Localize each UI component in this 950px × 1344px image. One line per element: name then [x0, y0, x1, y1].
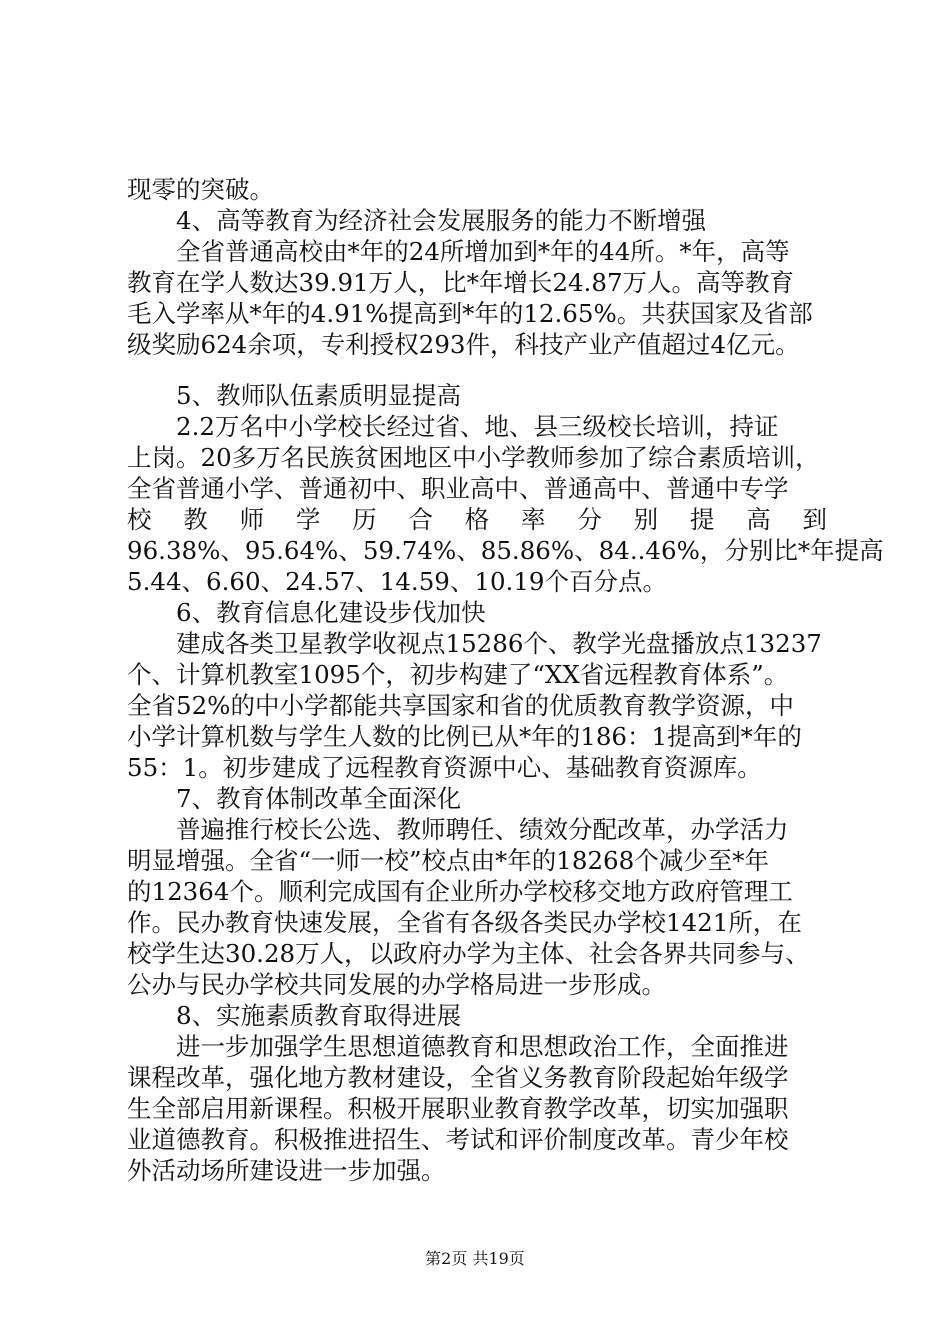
body-text-line: 普遍推行校长公选、教师聘任、绩效分配改革，办学活力 — [176, 815, 789, 844]
section-heading-6: 6、教育信息化建设步伐加快 — [176, 598, 486, 627]
body-text-line: 生全部启用新课程。积极开展职业教育教学改革，切实加强职 — [127, 1094, 789, 1123]
document-body — [127, 174, 884, 1186]
body-text-line: 96.38%、95.64%、59.74%、85.86%、84..46%，分别比*年提高 — [127, 536, 884, 565]
body-text-line: 现零的突破。 — [127, 175, 274, 204]
body-text-line: 小学计算机数与学生人数的比例已从*年的186：1提高到*年的 — [127, 722, 802, 751]
body-text-line: 级奖励624余项，专利授权293件，科技产业产值超过4亿元。 — [127, 330, 800, 359]
body-text-line: 明显增强。全省“一师一校”校点由*年的18268个减少至*年 — [127, 846, 769, 875]
body-text-line: 5.44、6.60、24.57、14.59、10.19个百分点。 — [127, 567, 668, 596]
body-text-line: 课程改革，强化地方教材建设，全省义务教育阶段起始年级学 — [127, 1063, 789, 1092]
body-text-line: 全省52%的中小学都能共享国家和省的优质教育教学资源，中 — [127, 691, 794, 720]
body-text-line: 的12364个。顺利完成国有企业所办学校移交地方政府管理工 — [127, 877, 793, 906]
body-text-line: 建成各类卫星教学收视点15286个、教学光盘播放点13237 — [176, 629, 822, 658]
section-heading-5: 5、教师队伍素质明显提高 — [176, 381, 462, 410]
body-text-line: 个、计算机教室1095个，初步构建了“XX省远程教育体系”。 — [127, 660, 789, 689]
body-text-line: 上岗。20多万名民族贫困地区中小学教师参加了综合素质培训， — [127, 443, 820, 472]
body-text-line: 作。民办教育快速发展，全省有各级各类民办学校1421所，在 — [127, 908, 802, 937]
paragraph-gap — [127, 360, 827, 380]
body-text-line: 校学生达30.28万人，以政府办学为主体、社会各界共同参与、 — [127, 939, 810, 968]
body-text-line: 全省普通小学、普通初中、职业高中、普通高中、普通中专学 — [127, 474, 789, 503]
body-text-line-justified: 校 教 师 学 历 合 格 率 分 别 提 高 到 — [127, 505, 827, 534]
body-text-line: 55：1。初步建成了远程教育资源中心、基础教育资源库。 — [127, 753, 762, 782]
section-heading-7: 7、教育体制改革全面深化 — [176, 784, 462, 813]
body-text-line: 公办与民办学校共同发展的办学格局进一步形成。 — [127, 970, 666, 999]
body-text-line: 全省普通高校由*年的24所增加到*年的44所。*年，高等 — [176, 237, 790, 266]
body-text-line: 教育在学人数达39.91万人，比*年增长24.87万人。高等教育 — [127, 268, 795, 297]
body-text-line: 业道德教育。积极推进招生、考试和评价制度改革。青少年校 — [127, 1125, 789, 1154]
section-heading-8: 8、实施素质教育取得进展 — [176, 1001, 462, 1030]
page-footer: 第2页 共19页 — [425, 1249, 525, 1268]
body-text-line: 2.2万名中小学校长经过省、地、县三级校长培训，持证 — [176, 412, 779, 441]
section-heading-4: 4、高等教育为经济社会发展服务的能力不断增强 — [176, 206, 707, 235]
body-text-line: 进一步加强学生思想道德教育和思想政治工作，全面推进 — [176, 1032, 789, 1061]
body-text-line: 外活动场所建设进一步加强。 — [127, 1156, 446, 1185]
body-text-line: 毛入学率从*年的4.91%提高到*年的12.65%。共获国家及省部 — [127, 299, 813, 328]
